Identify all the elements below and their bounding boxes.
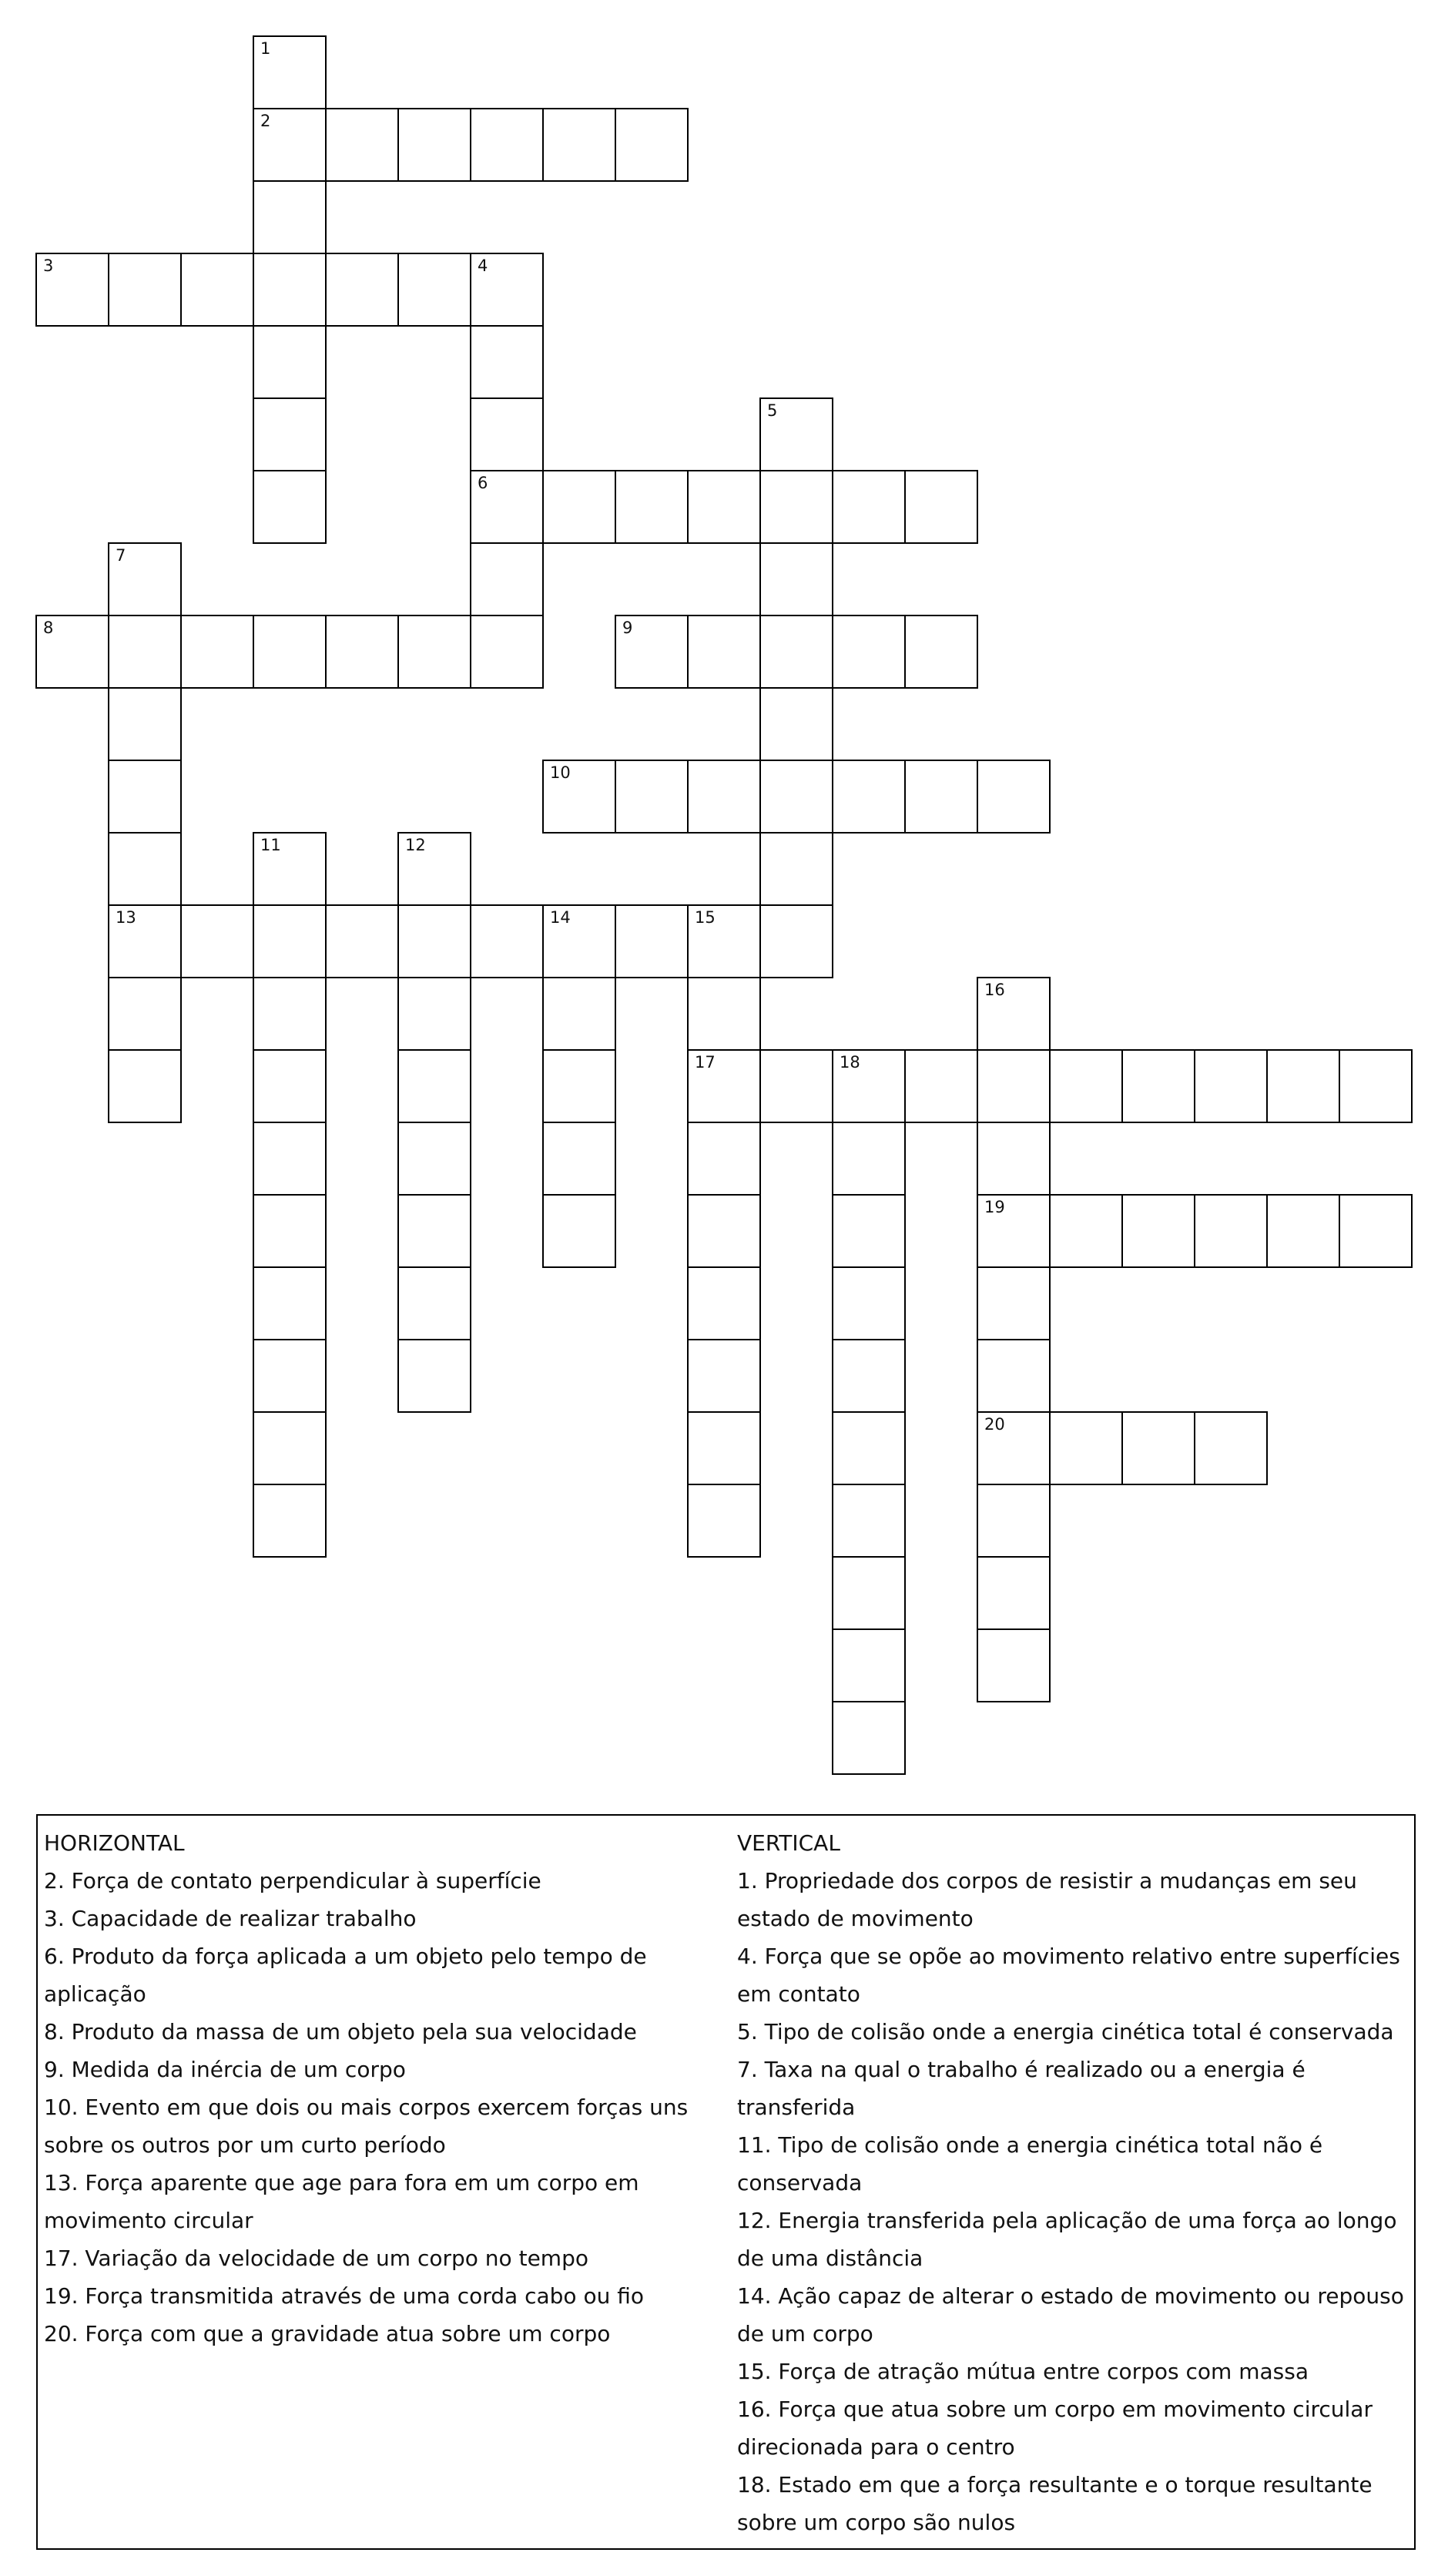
grid-cell[interactable]: [687, 1484, 761, 1558]
grid-cell[interactable]: [35, 615, 109, 689]
grid-cell[interactable]: [1121, 1411, 1195, 1485]
grid-cell[interactable]: [397, 1339, 471, 1413]
grid-cell[interactable]: [108, 904, 182, 978]
grid-cell[interactable]: [108, 977, 182, 1051]
grid-cell[interactable]: [687, 1266, 761, 1340]
grid-cell[interactable]: [253, 832, 327, 906]
grid-cell[interactable]: [977, 977, 1051, 1051]
grid-cell[interactable]: [470, 325, 544, 399]
grid-cell[interactable]: [832, 760, 906, 834]
grid-cell[interactable]: [759, 542, 833, 616]
clue-down-12: 12. Energia transferida pela aplicação de uma força ao longo de uma distância: [737, 2208, 1397, 2271]
grid-cell[interactable]: [325, 253, 399, 327]
grid-cell[interactable]: [832, 1556, 906, 1630]
grid-cell[interactable]: [687, 1339, 761, 1413]
grid-cell[interactable]: [759, 470, 833, 544]
grid-cell[interactable]: [180, 615, 254, 689]
clue-number: 16: [984, 981, 1005, 999]
grid-cell[interactable]: [542, 904, 616, 978]
clue-number: 15: [695, 908, 716, 927]
grid-cell[interactable]: [542, 108, 616, 182]
clue-number: 3: [43, 257, 54, 275]
grid-cell[interactable]: [1339, 1194, 1413, 1268]
clue-number: 17: [695, 1053, 716, 1072]
grid-cell[interactable]: [470, 904, 544, 978]
grid-cell[interactable]: [977, 1194, 1051, 1268]
grid-cell[interactable]: [397, 108, 471, 182]
grid-cell[interactable]: [759, 832, 833, 906]
grid-cell[interactable]: [180, 904, 254, 978]
grid-cell[interactable]: [470, 615, 544, 689]
grid-cell[interactable]: [832, 1411, 906, 1485]
grid-cell[interactable]: [253, 1049, 327, 1123]
clue-across-3: 3. Capacidade de realizar trabalho: [44, 1906, 417, 1931]
grid-cell[interactable]: [832, 470, 906, 544]
grid-cell[interactable]: [253, 35, 327, 109]
clue-number: 20: [984, 1415, 1005, 1434]
grid-cell[interactable]: [542, 977, 616, 1051]
grid-cell[interactable]: [108, 253, 182, 327]
grid-cell[interactable]: [687, 904, 761, 978]
grid-cell[interactable]: [615, 904, 689, 978]
grid-cell[interactable]: [687, 470, 761, 544]
clue-down-16: 16. Força que atua sobre um corpo em movimento circular direcionada para o centro: [737, 2397, 1373, 2460]
clue-across-19: 19. Força transmitida através de uma corda cabo ou fio: [44, 2283, 644, 2309]
grid-cell[interactable]: [1121, 1194, 1195, 1268]
grid-cell[interactable]: [759, 615, 833, 689]
grid-cell[interactable]: [253, 977, 327, 1051]
grid-cell[interactable]: [253, 1339, 327, 1413]
grid-cell[interactable]: [542, 1122, 616, 1196]
grid-cell[interactable]: [253, 253, 327, 327]
grid-cell[interactable]: [1194, 1049, 1268, 1123]
grid-cell[interactable]: [759, 687, 833, 761]
grid-cell[interactable]: [108, 542, 182, 616]
grid-cell[interactable]: [542, 470, 616, 544]
grid-cell[interactable]: [253, 904, 327, 978]
clue-number: 5: [767, 401, 778, 420]
clue-down-1: 1. Propriedade dos corpos de resistir a mudanças em seu estado de movimento: [737, 1868, 1357, 1931]
grid-cell[interactable]: [687, 977, 761, 1051]
grid-cell[interactable]: [253, 1122, 327, 1196]
grid-cell[interactable]: [542, 1049, 616, 1123]
horizontal-heading: HORIZONTAL: [44, 1830, 185, 1856]
clue-across-13: 13. Força aparente que age para fora em um corpo em movimento circular: [44, 2170, 639, 2233]
grid-cell[interactable]: [687, 1122, 761, 1196]
grid-cell[interactable]: [904, 760, 978, 834]
grid-cell[interactable]: [977, 1339, 1051, 1413]
clue-down-7: 7. Taxa na qual o trabalho é realizado ou a energia é transferida: [737, 2057, 1306, 2120]
clue-number: 1: [260, 39, 271, 58]
grid-cell[interactable]: [253, 325, 327, 399]
clue-across-20: 20. Força com que a gravidade atua sobre um corpo: [44, 2321, 611, 2346]
clue-number: 19: [984, 1198, 1005, 1216]
grid-cell[interactable]: [397, 615, 471, 689]
clue-number: 8: [43, 619, 54, 637]
grid-cell[interactable]: [397, 977, 471, 1051]
grid-cell[interactable]: [1194, 1194, 1268, 1268]
grid-cell[interactable]: [832, 1628, 906, 1702]
grid-cell[interactable]: [397, 1049, 471, 1123]
clue-down-14: 14. Ação capaz de alterar o estado de movimento ou repouso de um corpo: [737, 2283, 1404, 2346]
clue-across-8: 8. Produto da massa de um objeto pela sua velocidade: [44, 2019, 637, 2044]
grid-cell[interactable]: [1049, 1411, 1123, 1485]
grid-cell[interactable]: [470, 253, 544, 327]
grid-cell[interactable]: [253, 180, 327, 254]
grid-cell[interactable]: [470, 542, 544, 616]
grid-cell[interactable]: [1266, 1049, 1340, 1123]
grid-cell[interactable]: [687, 615, 761, 689]
grid-cell[interactable]: [253, 1411, 327, 1485]
grid-cell[interactable]: [615, 470, 689, 544]
grid-cell[interactable]: [1194, 1411, 1268, 1485]
grid-cell[interactable]: [977, 1628, 1051, 1702]
grid-cell[interactable]: [180, 253, 254, 327]
grid-cell[interactable]: [108, 1049, 182, 1123]
grid-cell[interactable]: [687, 1411, 761, 1485]
grid-cell[interactable]: [977, 1266, 1051, 1340]
grid-cell[interactable]: [904, 470, 978, 544]
grid-cell[interactable]: [977, 760, 1051, 834]
grid-cell[interactable]: [904, 1049, 978, 1123]
clue-number: 2: [260, 112, 271, 130]
grid-cell[interactable]: [470, 470, 544, 544]
grid-cell[interactable]: [1339, 1049, 1413, 1123]
clue-number: 12: [405, 836, 426, 854]
grid-cell[interactable]: [397, 1266, 471, 1340]
clue-down-15: 15. Força de atração mútua entre corpos com massa: [737, 2359, 1309, 2384]
clues-panel: [36, 1814, 1416, 2550]
grid-cell[interactable]: [253, 1266, 327, 1340]
grid-cell[interactable]: [832, 1339, 906, 1413]
grid-cell[interactable]: [832, 1049, 906, 1123]
grid-cell[interactable]: [397, 253, 471, 327]
grid-cell[interactable]: [977, 1411, 1051, 1485]
clue-down-5: 5. Tipo de colisão onde a energia cinética total é conservada: [737, 2019, 1394, 2044]
grid-cell[interactable]: [977, 1122, 1051, 1196]
clue-number: 18: [840, 1053, 860, 1072]
clue-across-9: 9. Medida da inércia de um corpo: [44, 2057, 406, 2082]
grid-cell[interactable]: [759, 1049, 833, 1123]
grid-cell[interactable]: [542, 760, 616, 834]
grid-cell[interactable]: [108, 687, 182, 761]
clue-number: 7: [116, 546, 126, 565]
grid-cell[interactable]: [1049, 1194, 1123, 1268]
clue-across-10: 10. Evento em que dois ou mais corpos exercem forças uns sobre os outros por um curto período: [44, 2095, 689, 2158]
clue-number: 6: [478, 474, 488, 492]
grid-cell[interactable]: [687, 1049, 761, 1123]
grid-cell[interactable]: [687, 1194, 761, 1268]
clue-number: 11: [260, 836, 281, 854]
grid-cell[interactable]: [832, 615, 906, 689]
clue-number: 10: [550, 763, 571, 782]
grid-cell[interactable]: [904, 615, 978, 689]
grid-cell[interactable]: [397, 1122, 471, 1196]
grid-cell[interactable]: [977, 1556, 1051, 1630]
grid-cell[interactable]: [832, 1194, 906, 1268]
grid-cell[interactable]: [108, 760, 182, 834]
grid-cell[interactable]: [615, 108, 689, 182]
grid-cell[interactable]: [1049, 1049, 1123, 1123]
grid-cell[interactable]: [253, 615, 327, 689]
clue-number: 9: [622, 619, 633, 637]
grid-cell[interactable]: [108, 615, 182, 689]
grid-cell[interactable]: [325, 904, 399, 978]
grid-cell[interactable]: [1266, 1194, 1340, 1268]
grid-cell[interactable]: [470, 108, 544, 182]
grid-cell[interactable]: [759, 397, 833, 471]
grid-cell[interactable]: [253, 470, 327, 544]
grid-cell[interactable]: [832, 1122, 906, 1196]
grid-cell[interactable]: [397, 1194, 471, 1268]
grid-cell[interactable]: [397, 832, 471, 906]
vertical-clues: [737, 1824, 1412, 2541]
clue-number: 14: [550, 908, 571, 927]
grid-cell[interactable]: [542, 1194, 616, 1268]
grid-cell[interactable]: [397, 904, 471, 978]
grid-cell[interactable]: [615, 760, 689, 834]
clue-down-11: 11. Tipo de colisão onde a energia cinética total não é conservada: [737, 2132, 1323, 2195]
grid-cell[interactable]: [615, 615, 689, 689]
grid-cell[interactable]: [253, 108, 327, 182]
clue-down-18: 18. Estado em que a força resultante e o torque resultante sobre um corpo são nulos: [737, 2472, 1373, 2535]
grid-cell[interactable]: [253, 1194, 327, 1268]
vertical-heading: VERTICAL: [737, 1830, 840, 1856]
grid-cell[interactable]: [253, 1484, 327, 1558]
grid-cell[interactable]: [108, 832, 182, 906]
grid-cell[interactable]: [253, 397, 327, 471]
clue-number: 13: [116, 908, 136, 927]
grid-cell[interactable]: [470, 397, 544, 471]
grid-cell[interactable]: [977, 1049, 1051, 1123]
clue-number: 4: [478, 257, 488, 275]
clue-across-17: 17. Variação da velocidade de um corpo no tempo: [44, 2246, 588, 2271]
grid-cell[interactable]: [759, 904, 833, 978]
clue-across-6: 6. Produto da força aplicada a um objeto pelo tempo de aplicação: [44, 1944, 647, 2007]
grid-cell[interactable]: [759, 760, 833, 834]
grid-cell[interactable]: [687, 760, 761, 834]
grid-cell[interactable]: [1121, 1049, 1195, 1123]
clue-across-2: 2. Força de contato perpendicular à superfície: [44, 1868, 541, 1893]
grid-cell[interactable]: [832, 1266, 906, 1340]
horizontal-clues: [44, 1824, 737, 2353]
grid-cell[interactable]: [325, 615, 399, 689]
grid-cell[interactable]: [325, 108, 399, 182]
grid-cell[interactable]: [35, 253, 109, 327]
grid-cell[interactable]: [832, 1484, 906, 1558]
grid-cell[interactable]: [832, 1701, 906, 1775]
grid-cell[interactable]: [977, 1484, 1051, 1558]
clue-down-4: 4. Força que se opõe ao movimento relativo entre superfícies em contato: [737, 1944, 1400, 2007]
